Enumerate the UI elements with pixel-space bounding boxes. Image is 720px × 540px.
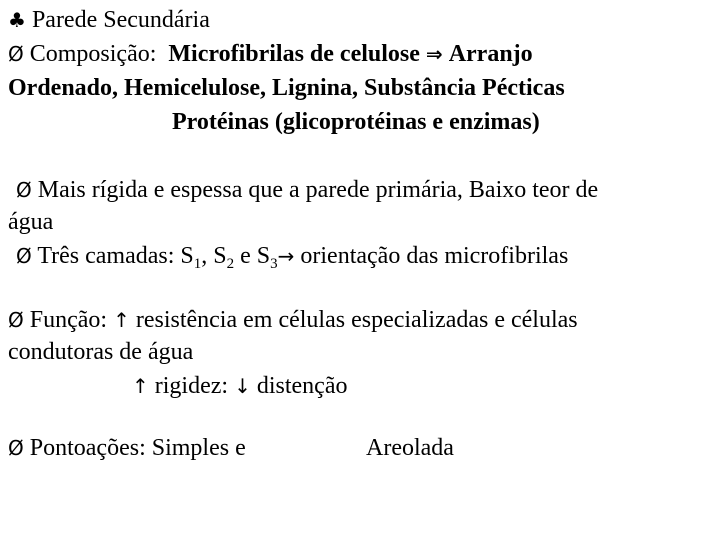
bullet-arrow-icon: Ø	[8, 436, 24, 460]
club-icon: ♣	[8, 8, 26, 32]
rigida-line-1	[16, 176, 598, 204]
composicao-line-3: Protéinas (glicoprotéinas e enzimas)	[172, 109, 540, 135]
right-arrow-icon: →	[277, 244, 295, 268]
composicao-line-2: Ordenado, Hemicelulose, Lignina, Substância Pécticas	[8, 75, 565, 101]
subscript-3: 3	[270, 256, 278, 272]
up-arrow-icon: ↑	[113, 308, 130, 332]
pontoacoes-line	[8, 434, 246, 462]
rigida-text: Mais rígida e espessa que a parede primária, Baixo teor de	[37, 177, 599, 203]
down-arrow-icon: ↓	[234, 374, 251, 398]
funcao-line-3	[132, 372, 347, 400]
pontoacoes-label: Pontoações: Simples e	[29, 435, 246, 461]
bullet-arrow-icon: Ø	[16, 244, 32, 268]
up-arrow-icon: ↑	[132, 374, 149, 398]
subscript-2: 2	[226, 256, 235, 272]
camadas-suffix: orientação das microfibrilas	[294, 243, 569, 269]
composicao-part1: Microfibrilas de celulose	[168, 41, 420, 67]
heading	[8, 6, 210, 34]
camadas-prefix: Três camadas: S	[37, 243, 194, 269]
funcao-line-2: condutoras de água	[8, 339, 194, 365]
funcao-label: Função:	[29, 307, 108, 333]
composicao-label: Composição:	[29, 41, 157, 67]
funcao-line1-rest: resistência em células especializadas e células	[129, 307, 578, 333]
camadas-line	[16, 242, 568, 270]
bullet-arrow-icon: Ø	[8, 42, 24, 66]
camadas-sep2: e S	[234, 243, 271, 269]
implies-icon: ⇒	[425, 42, 443, 66]
bullet-arrow-icon: Ø	[8, 308, 24, 332]
camadas-sep1: , S	[201, 243, 227, 269]
composicao-line-1	[8, 40, 533, 68]
pontoacoes-second: Areolada	[366, 435, 454, 461]
heading-text: Parede Secundária	[31, 7, 210, 33]
subscript-1: 1	[193, 256, 202, 272]
bullet-arrow-icon: Ø	[16, 178, 32, 202]
rigida-line-2: água	[8, 209, 54, 235]
funcao-rigidez: rigidez:	[148, 373, 235, 399]
funcao-distencao: distenção	[250, 373, 348, 399]
funcao-line-1	[8, 306, 578, 334]
composicao-part2: Arranjo	[448, 41, 533, 67]
